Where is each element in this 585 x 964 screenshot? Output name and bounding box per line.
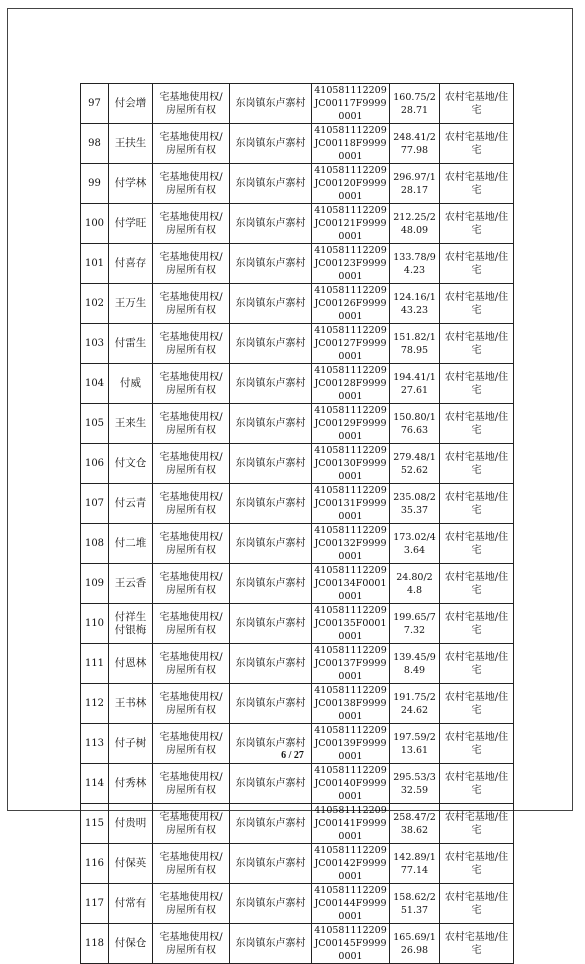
row-number-cell: 103: [81, 324, 109, 364]
parcel-code-cell: 410581112209JC00142F99990001: [312, 844, 390, 884]
row-number-cell: 108: [81, 524, 109, 564]
table-row: [81, 644, 514, 684]
right-type-cell: 宅基地使用权/房屋所有权: [153, 364, 230, 404]
land-use-cell: 农村宅基地/住宅: [440, 484, 514, 524]
owner-name-cell: 付子树: [109, 724, 153, 764]
row-number-cell: 98: [81, 124, 109, 164]
location-cell: 东岗镇东卢寨村: [230, 644, 312, 684]
right-type-cell: 宅基地使用权/房屋所有权: [153, 84, 230, 124]
land-use-cell: 农村宅基地/住宅: [440, 844, 514, 884]
area-values-cell: 279.48/152.62: [390, 444, 440, 484]
area-values-cell: 296.97/128.17: [390, 164, 440, 204]
area-values-cell: 158.62/251.37: [390, 884, 440, 924]
area-values-cell: 197.59/213.61: [390, 724, 440, 764]
right-type-cell: 宅基地使用权/房屋所有权: [153, 924, 230, 964]
parcel-code-cell: 410581112209JC00135F00010001: [312, 604, 390, 644]
owner-name-cell: 付学林: [109, 164, 153, 204]
row-number-cell: 105: [81, 404, 109, 444]
records-table: [80, 83, 514, 964]
table-row: [81, 884, 514, 924]
parcel-code-cell: 410581112209JC00137F99990001: [312, 644, 390, 684]
location-cell: 东岗镇东卢寨村: [230, 124, 312, 164]
location-cell: 东岗镇东卢寨村: [230, 604, 312, 644]
area-values-cell: 160.75/228.71: [390, 84, 440, 124]
right-type-cell: 宅基地使用权/房屋所有权: [153, 284, 230, 324]
owner-name-cell: 付学旺: [109, 204, 153, 244]
table-row: [81, 364, 514, 404]
owner-name-cell: 付恩林: [109, 644, 153, 684]
owner-name-cell: 付祥生 付银梅: [109, 604, 153, 644]
land-use-cell: 农村宅基地/住宅: [440, 284, 514, 324]
row-number-cell: 112: [81, 684, 109, 724]
owner-name-cell: 付会增: [109, 84, 153, 124]
row-number-cell: 114: [81, 764, 109, 804]
row-number-cell: 100: [81, 204, 109, 244]
area-values-cell: 142.89/177.14: [390, 844, 440, 884]
parcel-code-cell: 410581112209JC00118F99990001: [312, 124, 390, 164]
parcel-code-cell: 410581112209JC00134F00010001: [312, 564, 390, 604]
location-cell: 东岗镇东卢寨村: [230, 324, 312, 364]
table-row: [81, 804, 514, 844]
right-type-cell: 宅基地使用权/房屋所有权: [153, 764, 230, 804]
land-use-cell: 农村宅基地/住宅: [440, 524, 514, 564]
row-number-cell: 118: [81, 924, 109, 964]
area-values-cell: 150.80/176.63: [390, 404, 440, 444]
area-values-cell: 212.25/248.09: [390, 204, 440, 244]
area-values-cell: 248.41/277.98: [390, 124, 440, 164]
land-use-cell: 农村宅基地/住宅: [440, 564, 514, 604]
parcel-code-cell: 410581112209JC00140F99990001: [312, 764, 390, 804]
owner-name-cell: 付喜存: [109, 244, 153, 284]
row-number-cell: 102: [81, 284, 109, 324]
records-body: [81, 84, 514, 964]
row-number-cell: 106: [81, 444, 109, 484]
row-number-cell: 116: [81, 844, 109, 884]
right-type-cell: 宅基地使用权/房屋所有权: [153, 804, 230, 844]
land-use-cell: 农村宅基地/住宅: [440, 684, 514, 724]
parcel-code-cell: 410581112209JC00120F99990001: [312, 164, 390, 204]
table-row: [81, 204, 514, 244]
land-use-cell: 农村宅基地/住宅: [440, 804, 514, 844]
location-cell: 东岗镇东卢寨村: [230, 844, 312, 884]
location-cell: 东岗镇东卢寨村: [230, 724, 312, 764]
table-row: [81, 844, 514, 884]
table-row: [81, 284, 514, 324]
parcel-code-cell: 410581112209JC00129F99990001: [312, 404, 390, 444]
owner-name-cell: 付贵明: [109, 804, 153, 844]
area-values-cell: 295.53/332.59: [390, 764, 440, 804]
right-type-cell: 宅基地使用权/房屋所有权: [153, 884, 230, 924]
right-type-cell: 宅基地使用权/房屋所有权: [153, 564, 230, 604]
parcel-code-cell: 410581112209JC00145F99990001: [312, 924, 390, 964]
table-row: [81, 84, 514, 124]
location-cell: 东岗镇东卢寨村: [230, 564, 312, 604]
area-values-cell: 24.80/24.8: [390, 564, 440, 604]
land-use-cell: 农村宅基地/住宅: [440, 404, 514, 444]
location-cell: 东岗镇东卢寨村: [230, 924, 312, 964]
right-type-cell: 宅基地使用权/房屋所有权: [153, 524, 230, 564]
parcel-code-cell: 410581112209JC00132F99990001: [312, 524, 390, 564]
row-number-cell: 115: [81, 804, 109, 844]
land-use-cell: 农村宅基地/住宅: [440, 924, 514, 964]
row-number-cell: 101: [81, 244, 109, 284]
row-number-cell: 109: [81, 564, 109, 604]
land-use-cell: 农村宅基地/住宅: [440, 444, 514, 484]
parcel-code-cell: 410581112209JC00123F99990001: [312, 244, 390, 284]
row-number-cell: 117: [81, 884, 109, 924]
row-number-cell: 104: [81, 364, 109, 404]
land-use-cell: 农村宅基地/住宅: [440, 204, 514, 244]
location-cell: 东岗镇东卢寨村: [230, 204, 312, 244]
table-row: [81, 924, 514, 964]
table-row: [81, 444, 514, 484]
parcel-code-cell: 410581112209JC00131F99990001: [312, 484, 390, 524]
owner-name-cell: 王扶生: [109, 124, 153, 164]
owner-name-cell: 王云香: [109, 564, 153, 604]
parcel-code-cell: 410581112209JC00139F99990001: [312, 724, 390, 764]
land-use-cell: 农村宅基地/住宅: [440, 164, 514, 204]
land-use-cell: 农村宅基地/住宅: [440, 84, 514, 124]
owner-name-cell: 付保仓: [109, 924, 153, 964]
row-number-cell: 111: [81, 644, 109, 684]
row-number-cell: 97: [81, 84, 109, 124]
owner-name-cell: 付秀林: [109, 764, 153, 804]
row-number-cell: 107: [81, 484, 109, 524]
location-cell: 东岗镇东卢寨村: [230, 444, 312, 484]
parcel-code-cell: 410581112209JC00127F99990001: [312, 324, 390, 364]
area-values-cell: 199.65/77.32: [390, 604, 440, 644]
location-cell: 东岗镇东卢寨村: [230, 884, 312, 924]
land-use-cell: 农村宅基地/住宅: [440, 764, 514, 804]
right-type-cell: 宅基地使用权/房屋所有权: [153, 724, 230, 764]
owner-name-cell: 付文仓: [109, 444, 153, 484]
area-values-cell: 191.75/224.62: [390, 684, 440, 724]
row-number-cell: 113: [81, 724, 109, 764]
table-row: [81, 764, 514, 804]
parcel-code-cell: 410581112209JC00117F99990001: [312, 84, 390, 124]
location-cell: 东岗镇东卢寨村: [230, 244, 312, 284]
land-use-cell: 农村宅基地/住宅: [440, 884, 514, 924]
land-use-cell: 农村宅基地/住宅: [440, 724, 514, 764]
location-cell: 东岗镇东卢寨村: [230, 524, 312, 564]
location-cell: 东岗镇东卢寨村: [230, 364, 312, 404]
land-use-cell: 农村宅基地/住宅: [440, 364, 514, 404]
parcel-code-cell: 410581112209JC00138F99990001: [312, 684, 390, 724]
table-row: [81, 164, 514, 204]
owner-name-cell: 王来生: [109, 404, 153, 444]
right-type-cell: 宅基地使用权/房屋所有权: [153, 604, 230, 644]
area-values-cell: 151.82/178.95: [390, 324, 440, 364]
page-number: 6 / 27: [281, 750, 304, 761]
location-cell: 东岗镇东卢寨村: [230, 684, 312, 724]
table-row: [81, 524, 514, 564]
location-cell: 东岗镇东卢寨村: [230, 804, 312, 844]
owner-name-cell: 王万生: [109, 284, 153, 324]
right-type-cell: 宅基地使用权/房屋所有权: [153, 244, 230, 284]
area-values-cell: 194.41/127.61: [390, 364, 440, 404]
land-use-cell: 农村宅基地/住宅: [440, 324, 514, 364]
table-row: [81, 404, 514, 444]
right-type-cell: 宅基地使用权/房屋所有权: [153, 444, 230, 484]
area-values-cell: 173.02/43.64: [390, 524, 440, 564]
table-row: [81, 564, 514, 604]
table-row: [81, 684, 514, 724]
location-cell: 东岗镇东卢寨村: [230, 764, 312, 804]
area-values-cell: 124.16/143.23: [390, 284, 440, 324]
land-use-cell: 农村宅基地/住宅: [440, 604, 514, 644]
location-cell: 东岗镇东卢寨村: [230, 284, 312, 324]
parcel-code-cell: 410581112209JC00121F99990001: [312, 204, 390, 244]
owner-name-cell: 付常有: [109, 884, 153, 924]
area-values-cell: 133.78/94.23: [390, 244, 440, 284]
owner-name-cell: 付雷生: [109, 324, 153, 364]
row-number-cell: 110: [81, 604, 109, 644]
location-cell: 东岗镇东卢寨村: [230, 164, 312, 204]
parcel-code-cell: 410581112209JC00128F99990001: [312, 364, 390, 404]
area-values-cell: 258.47/238.62: [390, 804, 440, 844]
right-type-cell: 宅基地使用权/房屋所有权: [153, 484, 230, 524]
parcel-code-cell: 410581112209JC00141F99990001: [312, 804, 390, 844]
location-cell: 东岗镇东卢寨村: [230, 484, 312, 524]
table-row: [81, 484, 514, 524]
owner-name-cell: 付威: [109, 364, 153, 404]
location-cell: 东岗镇东卢寨村: [230, 404, 312, 444]
table-row: [81, 244, 514, 284]
right-type-cell: 宅基地使用权/房屋所有权: [153, 124, 230, 164]
table-row: [81, 604, 514, 644]
land-use-cell: 农村宅基地/住宅: [440, 124, 514, 164]
right-type-cell: 宅基地使用权/房屋所有权: [153, 844, 230, 884]
land-use-cell: 农村宅基地/住宅: [440, 644, 514, 684]
table-row: [81, 124, 514, 164]
owner-name-cell: 付二堆: [109, 524, 153, 564]
owner-name-cell: 王书林: [109, 684, 153, 724]
right-type-cell: 宅基地使用权/房屋所有权: [153, 164, 230, 204]
row-number-cell: 99: [81, 164, 109, 204]
table-row: [81, 324, 514, 364]
right-type-cell: 宅基地使用权/房屋所有权: [153, 324, 230, 364]
right-type-cell: 宅基地使用权/房屋所有权: [153, 204, 230, 244]
area-values-cell: 165.69/126.98: [390, 924, 440, 964]
area-values-cell: 139.45/98.49: [390, 644, 440, 684]
land-use-cell: 农村宅基地/住宅: [440, 244, 514, 284]
parcel-code-cell: 410581112209JC00144F99990001: [312, 884, 390, 924]
owner-name-cell: 付保英: [109, 844, 153, 884]
owner-name-cell: 付云青: [109, 484, 153, 524]
right-type-cell: 宅基地使用权/房屋所有权: [153, 644, 230, 684]
area-values-cell: 235.08/235.37: [390, 484, 440, 524]
location-cell: 东岗镇东卢寨村: [230, 84, 312, 124]
right-type-cell: 宅基地使用权/房屋所有权: [153, 404, 230, 444]
right-type-cell: 宅基地使用权/房屋所有权: [153, 684, 230, 724]
parcel-code-cell: 410581112209JC00126F99990001: [312, 284, 390, 324]
parcel-code-cell: 410581112209JC00130F99990001: [312, 444, 390, 484]
